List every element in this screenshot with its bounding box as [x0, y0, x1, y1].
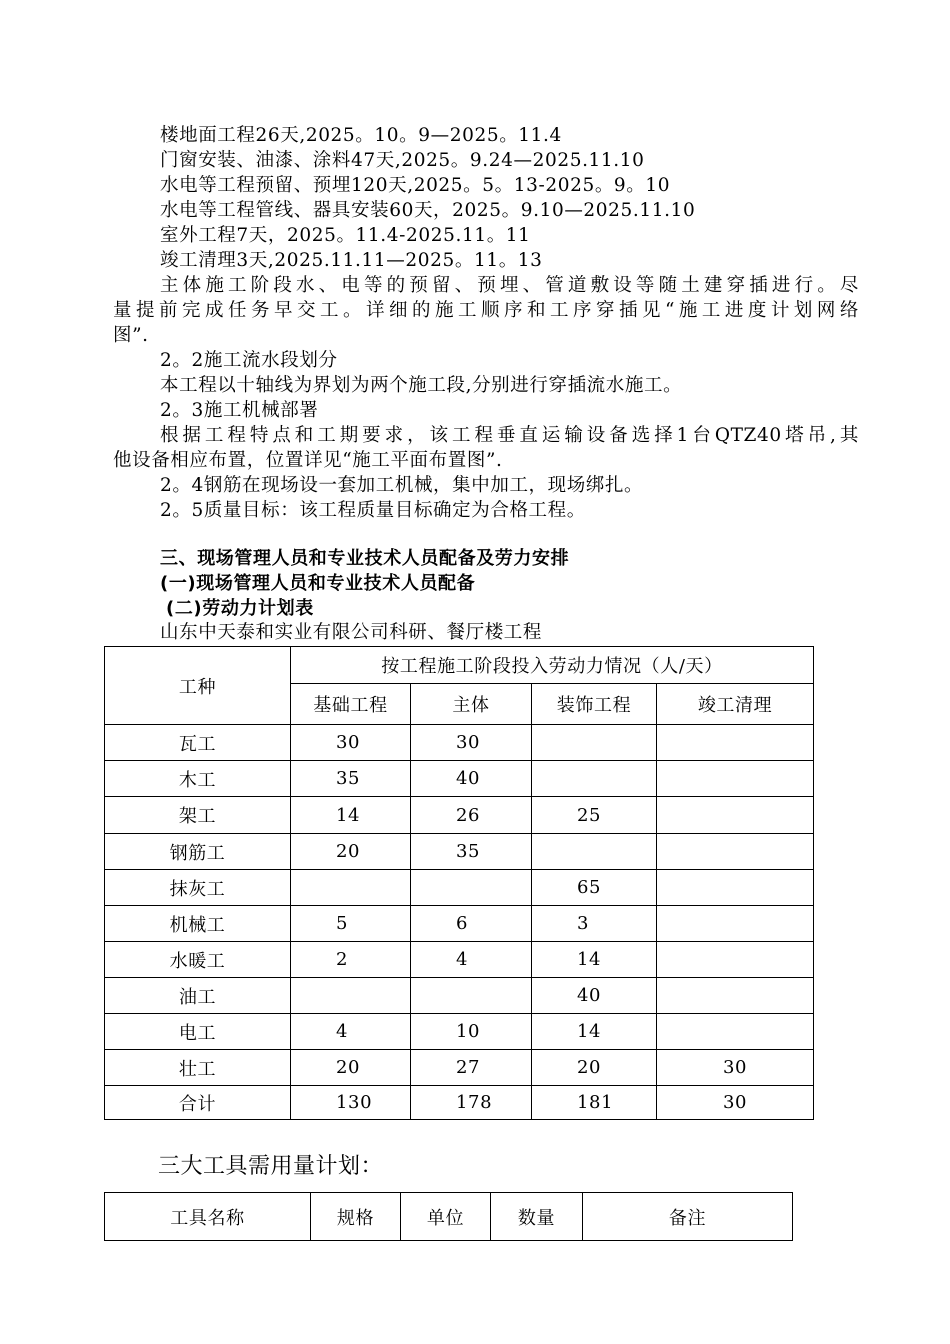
value-cell: 35: [411, 834, 532, 870]
paragraph-line: 主体施工阶段水、电等的预留、预埋、管道敷设等随土建穿插进行。尽: [160, 275, 859, 296]
section-text-2-3: 根据工程特点和工期要求，该工程垂直运输设备选择1台QTZ40塔吊,其: [160, 425, 859, 446]
trade-cell: 壮工: [105, 1050, 291, 1086]
table-row: [105, 1086, 814, 1120]
value-cell: 20: [291, 1050, 411, 1086]
value-cell: 40: [532, 978, 657, 1014]
value-cell: [657, 797, 814, 834]
paragraph-line: 量提前完成任务早交工。详细的施工顺序和工序穿插见“施工进度计划网络: [113, 300, 859, 321]
value-cell: [657, 978, 814, 1014]
table-row: [105, 942, 814, 978]
trade-cell: 抹灰工: [105, 870, 291, 906]
value-cell: 4: [291, 1014, 411, 1050]
value-cell: 20: [291, 834, 411, 870]
tools-plan-title: 三大工具需用量计划：: [158, 1154, 384, 1179]
value-cell: 25: [532, 797, 657, 834]
value-cell: 10: [411, 1014, 532, 1050]
table-row: [105, 834, 814, 870]
value-cell: 30: [411, 725, 532, 761]
value-cell: 30: [657, 1050, 814, 1086]
value-cell: 30: [657, 1086, 814, 1120]
value-cell: 178: [411, 1086, 532, 1120]
trade-cell: 瓦工: [105, 725, 291, 761]
table-row: [105, 978, 814, 1014]
value-cell: 2: [291, 942, 411, 978]
table-row: [105, 1050, 814, 1086]
column-header-trade: 工种: [105, 647, 291, 725]
labor-table-body: [105, 725, 814, 1120]
schedule-line: 门窗安装、油漆、涂料47天,2025。9.24—2025.11.10: [160, 150, 645, 171]
value-cell: [657, 906, 814, 942]
value-cell: [411, 978, 532, 1014]
value-cell: [657, 725, 814, 761]
trade-cell: 机械工: [105, 906, 291, 942]
value-cell: [657, 834, 814, 870]
column-header-spec: 规格: [311, 1193, 401, 1241]
value-cell: 6: [411, 906, 532, 942]
schedule-line: 水电等工程预留、预埋120天,2025。5。13-2025。9。10: [160, 175, 671, 196]
value-cell: [532, 725, 657, 761]
trade-cell: 合计: [105, 1086, 291, 1120]
value-cell: 40: [411, 761, 532, 797]
table-row: [105, 1014, 814, 1050]
section-heading-2-2: 2。2施工流水段划分: [160, 350, 338, 371]
value-cell: 14: [532, 1014, 657, 1050]
value-cell: [291, 870, 411, 906]
column-header-stage: 主体: [411, 684, 532, 725]
section-text-2-4: 2。4钢筋在现场设一套加工机械，集中加工，现场绑扎。: [160, 475, 644, 496]
value-cell: 20: [532, 1050, 657, 1086]
value-cell: [657, 870, 814, 906]
trade-cell: 电工: [105, 1014, 291, 1050]
table-row: [105, 870, 814, 906]
section-heading-2-3: 2。3施工机械部署: [160, 400, 319, 421]
section-text-2-3: 他设备相应布置，位置详见“施工平面布置图”.: [113, 450, 503, 471]
value-cell: 30: [291, 725, 411, 761]
column-header-tool-name: 工具名称: [105, 1193, 311, 1241]
project-name: 山东中天泰和实业有限公司科研、餐厅楼工程: [160, 622, 543, 643]
paragraph-line: 图”.: [113, 325, 149, 346]
value-cell: [532, 834, 657, 870]
table-row: [105, 761, 814, 797]
value-cell: [532, 761, 657, 797]
value-cell: 26: [411, 797, 532, 834]
value-cell: [657, 942, 814, 978]
trade-cell: 油工: [105, 978, 291, 1014]
value-cell: 14: [532, 942, 657, 978]
column-header-remarks: 备注: [583, 1193, 793, 1241]
value-cell: [657, 1014, 814, 1050]
value-cell: [411, 870, 532, 906]
value-cell: 65: [532, 870, 657, 906]
schedule-line: 水电等工程管线、器具安装60天，2025。9.10—2025.11.10: [160, 200, 696, 221]
table-row: [105, 797, 814, 834]
column-header-stage: 装饰工程: [532, 684, 657, 725]
value-cell: 3: [532, 906, 657, 942]
schedule-line: 竣工清理3天,2025.11.11—2025。11。13: [160, 250, 543, 271]
table-row: [105, 906, 814, 942]
column-header-stage: 竣工清理: [657, 684, 814, 725]
value-cell: 27: [411, 1050, 532, 1086]
value-cell: [291, 978, 411, 1014]
value-cell: 14: [291, 797, 411, 834]
value-cell: 181: [532, 1086, 657, 1120]
value-cell: 130: [291, 1086, 411, 1120]
section-heading-3: 三、现场管理人员和专业技术人员配备及劳力安排: [160, 548, 570, 569]
schedule-line: 楼地面工程26天,2025。10。9—2025。11.4: [160, 125, 562, 146]
trade-cell: 架工: [105, 797, 291, 834]
group-header: 按工程施工阶段投入劳动力情况（人/天）: [291, 647, 814, 684]
subsection-heading-labor: (二)劳动力计划表: [166, 598, 314, 619]
table-row: [105, 725, 814, 761]
subsection-heading-staff: (一)现场管理人员和专业技术人员配备: [160, 573, 476, 594]
section-text-2-2: 本工程以十轴线为界划为两个施工段,分别进行穿插流水施工。: [160, 375, 683, 396]
value-cell: 35: [291, 761, 411, 797]
value-cell: [657, 761, 814, 797]
trade-cell: 水暖工: [105, 942, 291, 978]
column-header-quantity: 数量: [491, 1193, 583, 1241]
labor-plan-table: [104, 646, 814, 1120]
value-cell: 4: [411, 942, 532, 978]
column-header-unit: 单位: [401, 1193, 491, 1241]
tools-plan-table: [104, 1192, 793, 1241]
schedule-line: 室外工程7天，2025。11.4-2025.11。11: [160, 225, 531, 246]
value-cell: 5: [291, 906, 411, 942]
trade-cell: 木工: [105, 761, 291, 797]
trade-cell: 钢筋工: [105, 834, 291, 870]
column-header-stage: 基础工程: [291, 684, 411, 725]
section-text-2-5: 2。5质量目标：该工程质量目标确定为合格工程。: [160, 500, 586, 521]
